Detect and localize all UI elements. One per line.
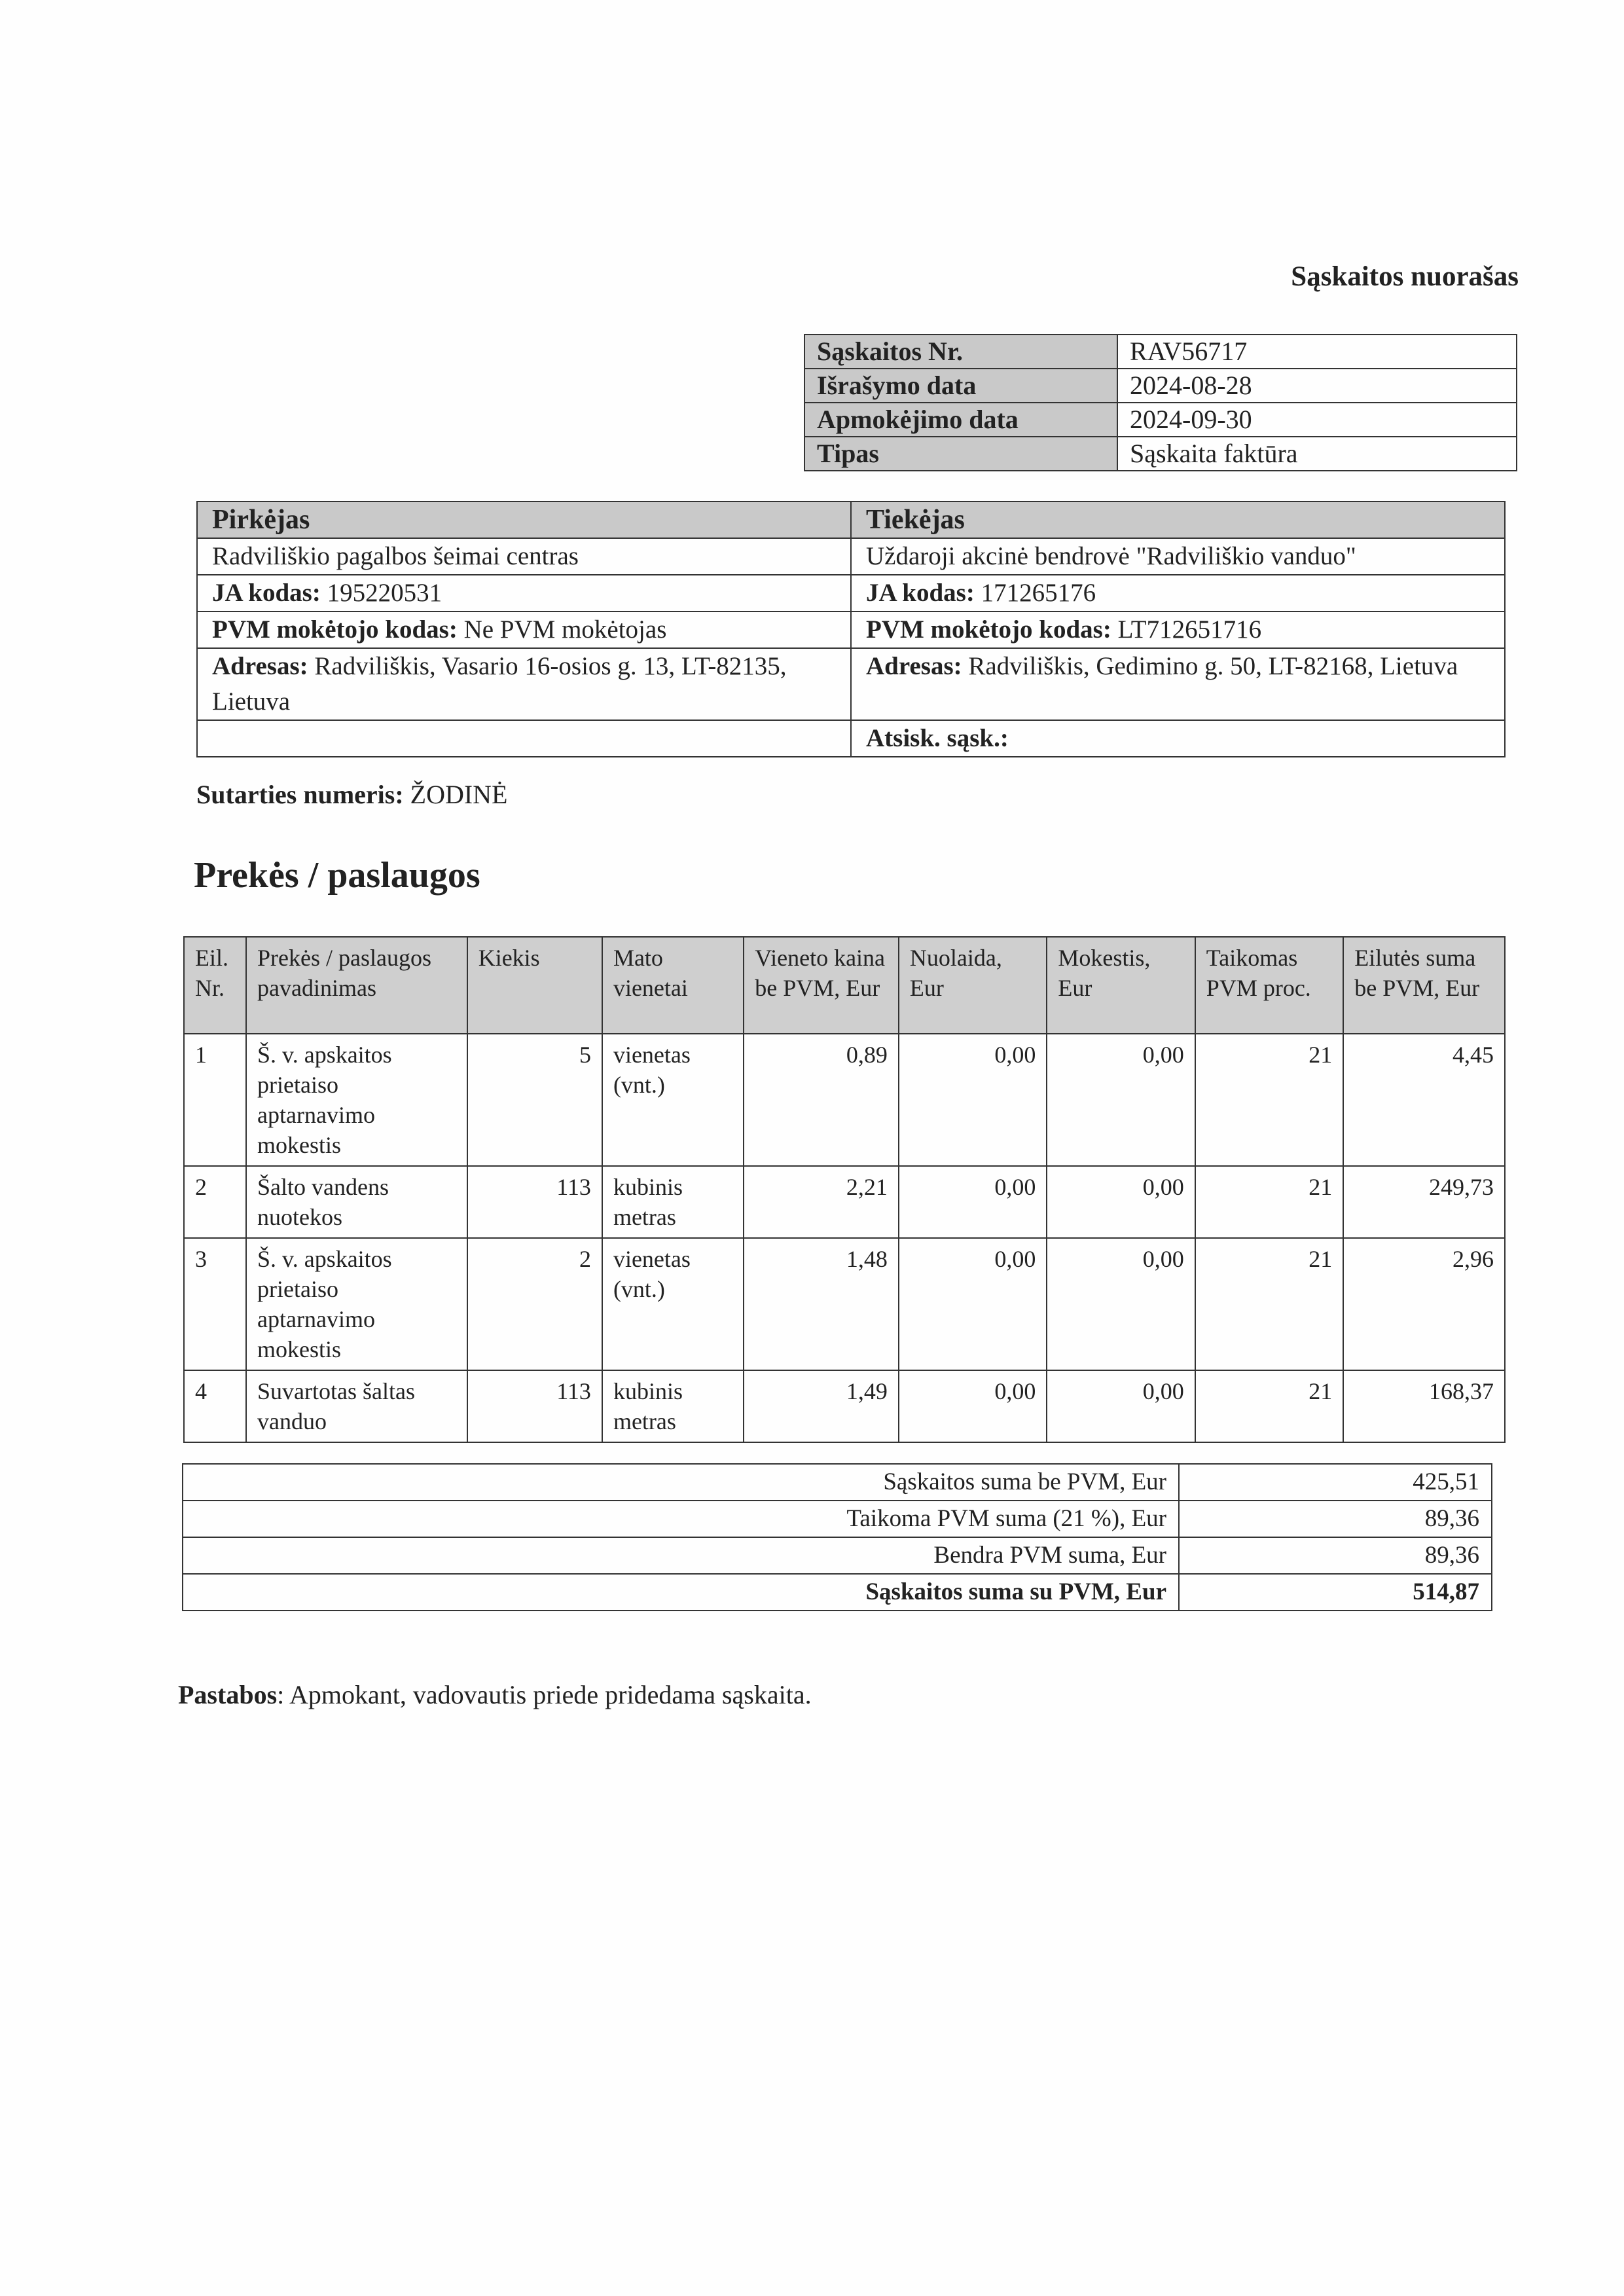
ja-code-value: 171265176 — [981, 579, 1096, 607]
notes-label: Pastabos — [178, 1680, 278, 1709]
table-row — [184, 1370, 1505, 1442]
table-row — [184, 1034, 1505, 1166]
supplier-header: Tiekėjas — [851, 501, 1505, 538]
vat-code-value: LT712651716 — [1117, 615, 1262, 644]
cell-unit-price: 1,48 — [744, 1238, 899, 1370]
totals-value: 425,51 — [1179, 1464, 1492, 1501]
cell-no: 3 — [184, 1238, 246, 1370]
cell-line-total: 249,73 — [1343, 1166, 1505, 1238]
col-header-vat-rate: Taikomas PVM proc. — [1195, 937, 1343, 1034]
cell-unit: vienetas (vnt.) — [602, 1034, 744, 1166]
contract-label: Sutarties numeris: — [196, 780, 404, 809]
col-header-discount: Nuolaida, Eur — [899, 937, 1047, 1034]
buyer-empty-cell — [197, 720, 851, 757]
cell-name: Š. v. apskaitos prietaiso aptarnavimo mokestis — [246, 1238, 467, 1370]
cell-no: 1 — [184, 1034, 246, 1166]
invoice-meta-table — [804, 334, 1517, 471]
cell-unit-price: 1,49 — [744, 1370, 899, 1442]
cell-discount: 0,00 — [899, 1166, 1047, 1238]
cell-qty: 2 — [467, 1238, 602, 1370]
cell-fee: 0,00 — [1047, 1238, 1195, 1370]
contract-value: ŽODINĖ — [410, 780, 508, 809]
cell-unit: kubinis metras — [602, 1370, 744, 1442]
col-header-no: Eil. Nr. — [184, 937, 246, 1034]
buyer-header: Pirkėjas — [197, 501, 851, 538]
notes-text: : Apmokant, vadovautis priede pridedama sąskaita. — [277, 1680, 812, 1709]
meta-label: Tipas — [804, 437, 1117, 471]
meta-row-number — [804, 335, 1517, 369]
cell-qty: 113 — [467, 1166, 602, 1238]
meta-value: Sąskaita faktūra — [1117, 437, 1517, 471]
cell-fee: 0,00 — [1047, 1166, 1195, 1238]
address-value: Radviliškis, Gedimino g. 50, LT-82168, Lietuva — [968, 652, 1458, 680]
ja-code-label: JA kodas: — [212, 579, 321, 607]
cell-qty: 5 — [467, 1034, 602, 1166]
section-title: Prekės / paslaugos — [194, 855, 480, 896]
grand-total-value: 514,87 — [1179, 1574, 1492, 1611]
col-header-name: Prekės / paslaugos pavadinimas — [246, 937, 467, 1034]
cell-name: Šalto vandens nuotekos — [246, 1166, 467, 1238]
meta-value: 2024-08-28 — [1117, 369, 1517, 403]
cell-unit-price: 2,21 — [744, 1166, 899, 1238]
meta-row-due-date — [804, 403, 1517, 437]
meta-label: Apmokėjimo data — [804, 403, 1117, 437]
vat-code-value: Ne PVM mokėtojas — [463, 615, 667, 644]
supplier-account — [851, 720, 1505, 757]
cell-no: 4 — [184, 1370, 246, 1442]
totals-value: 89,36 — [1179, 1501, 1492, 1537]
totals-row — [183, 1501, 1492, 1537]
cell-line-total: 4,45 — [1343, 1034, 1505, 1166]
cell-discount: 0,00 — [899, 1370, 1047, 1442]
meta-value: RAV56717 — [1117, 335, 1517, 369]
meta-label: Sąskaitos Nr. — [804, 335, 1117, 369]
cell-discount: 0,00 — [899, 1238, 1047, 1370]
items-table — [183, 936, 1506, 1443]
address-value: Radviliškis, Vasario 16-osios g. 13, LT-82135, Lietuva — [212, 652, 787, 716]
meta-value: 2024-09-30 — [1117, 403, 1517, 437]
cell-vat-rate: 21 — [1195, 1370, 1343, 1442]
meta-label: Išrašymo data — [804, 369, 1117, 403]
col-header-line-total: Eilutės suma be PVM, Eur — [1343, 937, 1505, 1034]
table-row — [184, 1238, 1505, 1370]
totals-label: Taikoma PVM suma (21 %), Eur — [183, 1501, 1179, 1537]
buyer-address — [197, 648, 851, 720]
col-header-unit: Mato vienetai — [602, 937, 744, 1034]
meta-row-issue-date — [804, 369, 1517, 403]
totals-table — [182, 1463, 1492, 1611]
cell-name: Suvartotas šaltas vanduo — [246, 1370, 467, 1442]
cell-fee: 0,00 — [1047, 1370, 1195, 1442]
notes — [178, 1679, 812, 1710]
cell-line-total: 2,96 — [1343, 1238, 1505, 1370]
parties-table — [196, 501, 1506, 757]
cell-no: 2 — [184, 1166, 246, 1238]
col-header-fee: Mokestis, Eur — [1047, 937, 1195, 1034]
buyer-ja-code — [197, 575, 851, 611]
document-title: Sąskaitos nuorašas — [1291, 261, 1519, 292]
address-label: Adresas: — [212, 652, 308, 680]
cell-qty: 113 — [467, 1370, 602, 1442]
totals-label: Bendra PVM suma, Eur — [183, 1537, 1179, 1574]
totals-row — [183, 1537, 1492, 1574]
cell-vat-rate: 21 — [1195, 1166, 1343, 1238]
buyer-vat-code — [197, 611, 851, 648]
col-header-unit-price: Vieneto kaina be PVM, Eur — [744, 937, 899, 1034]
contract-number — [196, 779, 508, 810]
grand-total-row — [183, 1574, 1492, 1611]
totals-value: 89,36 — [1179, 1537, 1492, 1574]
cell-unit-price: 0,89 — [744, 1034, 899, 1166]
cell-vat-rate: 21 — [1195, 1238, 1343, 1370]
cell-unit: vienetas (vnt.) — [602, 1238, 744, 1370]
col-header-qty: Kiekis — [467, 937, 602, 1034]
cell-vat-rate: 21 — [1195, 1034, 1343, 1166]
cell-unit: kubinis metras — [602, 1166, 744, 1238]
vat-code-label: PVM mokėtojo kodas: — [212, 615, 458, 644]
supplier-ja-code — [851, 575, 1505, 611]
address-label: Adresas: — [866, 652, 962, 680]
supplier-vat-code — [851, 611, 1505, 648]
buyer-name: Radviliškio pagalbos šeimai centras — [197, 538, 851, 575]
supplier-address — [851, 648, 1505, 720]
totals-row — [183, 1464, 1492, 1501]
table-row — [184, 1166, 1505, 1238]
account-label: Atsisk. sąsk.: — [866, 724, 1009, 752]
grand-total-label: Sąskaitos suma su PVM, Eur — [183, 1574, 1179, 1611]
cell-fee: 0,00 — [1047, 1034, 1195, 1166]
cell-line-total: 168,37 — [1343, 1370, 1505, 1442]
ja-code-value: 195220531 — [327, 579, 442, 607]
ja-code-label: JA kodas: — [866, 579, 975, 607]
vat-code-label: PVM mokėtojo kodas: — [866, 615, 1111, 644]
items-header-row — [184, 937, 1505, 1034]
cell-discount: 0,00 — [899, 1034, 1047, 1166]
totals-label: Sąskaitos suma be PVM, Eur — [183, 1464, 1179, 1501]
cell-name: Š. v. apskaitos prietaiso aptarnavimo mokestis — [246, 1034, 467, 1166]
supplier-name: Uždaroji akcinė bendrovė "Radviliškio vanduo" — [851, 538, 1505, 575]
meta-row-type — [804, 437, 1517, 471]
